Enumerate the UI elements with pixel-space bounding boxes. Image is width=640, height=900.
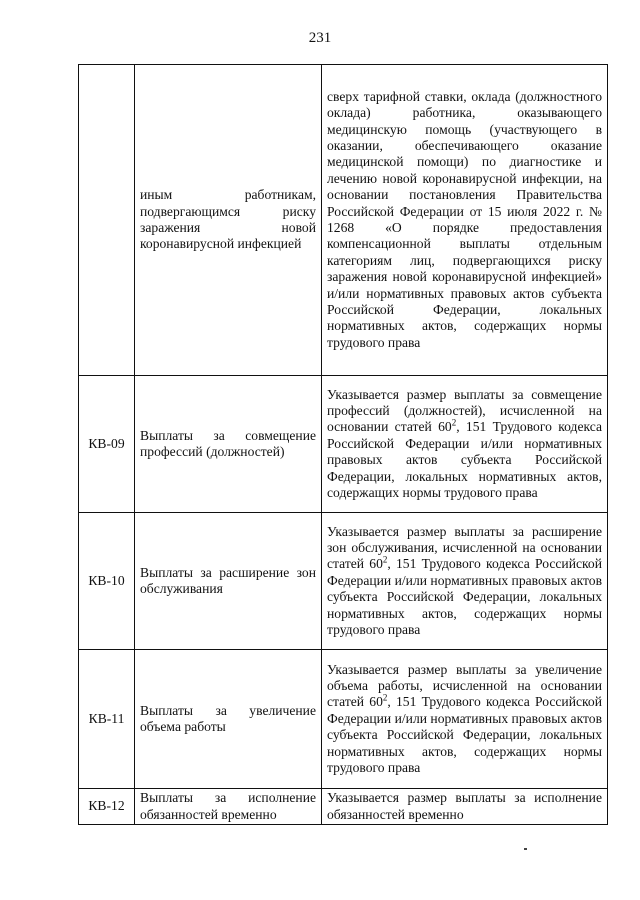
table-row bbox=[79, 789, 608, 825]
page-number: 231 bbox=[308, 30, 332, 46]
row-name: Выплаты за увеличение объема работы bbox=[135, 650, 322, 789]
row-code: КВ-12 bbox=[79, 789, 135, 825]
row-name: Выплаты за исполнение обязанностей временно bbox=[135, 789, 322, 825]
table-row bbox=[79, 65, 608, 376]
row-name: иным работникам, подвергающимся риску заражения новой коронавирусной инфекцией bbox=[135, 65, 322, 376]
payments-table bbox=[78, 64, 608, 825]
row-description: Указывается размер выплаты за расширение зон обслуживания, исчисленной на основании статей $60^2$, 151 Трудового кодекса Российской Федерации и/или нормативных правовых актов субъекта Российской Федерации, локальных нормативных актов, содержащих нормы трудового права bbox=[322, 513, 608, 650]
row-code: КВ-09 bbox=[79, 376, 135, 513]
table-row bbox=[79, 513, 608, 650]
row-description: сверх тарифной ставки, оклада (должностного оклада) работника, оказывающего медицинскую помощь (участвующего в оказании, обеспечивающего оказание медицинской помощи) по диагностике и лечению новой коронавирусной инфекции, на основании постановления Правительства Российской Федерации от 15 июля 2022 г. № 1268 «О порядке предоставления компенсационной выплаты отдельным категориям лиц, подвергающихся риску заражения новой коронавирусной инфекцией» и/или нормативных правовых актов субъекта Российской Федерации, локальных нормативных актов, содержащих нормы трудового права bbox=[322, 65, 608, 376]
row-code: КВ-10 bbox=[79, 513, 135, 650]
row-name: Выплаты за расширение зон обслуживания bbox=[135, 513, 322, 650]
table-row bbox=[79, 376, 608, 513]
row-code bbox=[79, 65, 135, 376]
row-description: Указывается размер выплаты за увеличение объема работы, исчисленной на основании статей $60^2$, 151 Трудового кодекса Российской Федерации и/или нормативных правовых актов субъекта Российской Федерации, локальных нормативных актов, содержащих нормы трудового права bbox=[322, 650, 608, 789]
row-code: КВ-11 bbox=[79, 650, 135, 789]
row-description: Указывается размер выплаты за совмещение профессий (должностей), исчисленной на основании статей $60^2$, 151 Трудового кодекса Российской Федерации и/или нормативных правовых актов субъекта Российской Федерации, локальных нормативных актов, содержащих нормы трудового права bbox=[322, 376, 608, 513]
row-name: Выплаты за совмещение профессий (должностей) bbox=[135, 376, 322, 513]
row-description: Указывается размер выплаты за исполнение обязанностей временно bbox=[322, 789, 608, 825]
scan-speck bbox=[524, 848, 527, 850]
table-row bbox=[79, 650, 608, 789]
